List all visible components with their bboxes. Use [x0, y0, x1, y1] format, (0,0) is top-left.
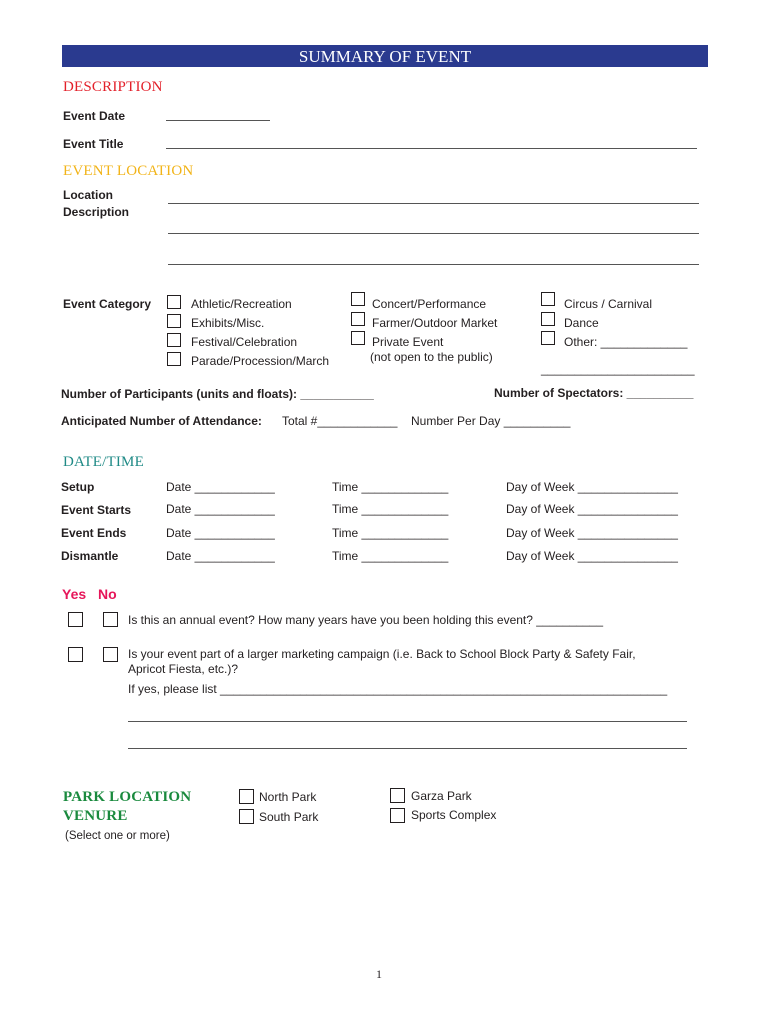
- description-heading: DESCRIPTION: [63, 79, 163, 95]
- setup-date-field[interactable]: Date ____________: [166, 480, 275, 494]
- category-option-other: Other: _____________: [564, 335, 688, 349]
- category-option-dance: Dance: [564, 316, 599, 330]
- campaign-no-checkbox[interactable]: [103, 647, 118, 662]
- event-location-heading: EVENT LOCATION: [63, 163, 194, 179]
- datetime-row-label: Event Starts: [61, 503, 132, 517]
- end-time-field[interactable]: Time _____________: [332, 526, 449, 540]
- event-title-field[interactable]: [166, 148, 697, 149]
- garza-park-label: Garza Park: [411, 789, 472, 803]
- attendance-total-field[interactable]: Total #____________: [282, 414, 398, 428]
- annual-event-question: Is this an annual event? How many years have you been holding this event? __________: [128, 613, 603, 627]
- spectators-label: Number of Spectators: __________: [494, 386, 694, 400]
- setup-time-field[interactable]: Time _____________: [332, 480, 449, 494]
- datetime-row-label: Dismantle: [61, 549, 119, 563]
- category-checkbox-circus[interactable]: [541, 292, 555, 306]
- location-description-field-3[interactable]: [168, 264, 699, 265]
- location-description-label-2: Description: [63, 205, 130, 219]
- dismantle-time-field[interactable]: Time _____________: [332, 549, 449, 563]
- select-note: (Select one or more): [65, 830, 170, 842]
- if-yes-list-field[interactable]: If yes, please list ___________________________________________________________________: [128, 682, 668, 696]
- category-option-festival: Festival/Celebration: [191, 335, 298, 349]
- category-checkbox-concert[interactable]: [351, 292, 365, 306]
- no-column-header: No: [98, 586, 117, 602]
- start-time-field[interactable]: Time _____________: [332, 502, 449, 516]
- park-location-heading: PARK LOCATION: [63, 789, 192, 805]
- category-option-concert: Concert/Performance: [372, 297, 487, 311]
- event-title-label: Event Title: [63, 137, 124, 151]
- north-park-checkbox[interactable]: [239, 789, 254, 804]
- south-park-checkbox[interactable]: [239, 809, 254, 824]
- yes-column-header: Yes: [62, 586, 87, 602]
- event-category-label: Event Category: [63, 297, 152, 311]
- start-day-field[interactable]: Day of Week _______________: [506, 502, 678, 516]
- dismantle-day-field[interactable]: Day of Week _______________: [506, 549, 678, 563]
- category-checkbox-other[interactable]: [541, 331, 555, 345]
- dismantle-date-field[interactable]: Date ____________: [166, 549, 275, 563]
- category-checkbox-athletic[interactable]: [167, 295, 181, 309]
- event-date-label: Event Date: [63, 109, 126, 123]
- campaign-list-line-3[interactable]: [128, 748, 687, 749]
- category-checkbox-exhibits[interactable]: [167, 314, 181, 328]
- sports-complex-checkbox[interactable]: [390, 808, 405, 823]
- location-description-field-1[interactable]: [168, 203, 699, 204]
- datetime-row-label: Event Ends: [61, 526, 127, 540]
- datetime-row-label: Setup: [61, 480, 95, 494]
- campaign-question-line-1: Is your event part of a larger marketing campaign (i.e. Back to School Block Party & Safety Fair,: [128, 647, 636, 661]
- setup-day-field[interactable]: Day of Week _______________: [506, 480, 678, 494]
- form-title-banner: SUMMARY OF EVENT: [62, 45, 708, 67]
- category-checkbox-festival[interactable]: [167, 333, 181, 347]
- date-time-heading: DATE/TIME: [63, 454, 144, 470]
- sports-complex-label: Sports Complex: [411, 808, 497, 822]
- category-option-athletic: Athletic/Recreation: [191, 297, 292, 311]
- category-option-circus: Circus / Carnival: [564, 297, 653, 311]
- page-number: 1: [376, 967, 382, 981]
- garza-park-checkbox[interactable]: [390, 788, 405, 803]
- other-category-field[interactable]: _______________________: [541, 362, 695, 376]
- participants-label: Number of Participants (units and floats): ___________: [61, 387, 374, 401]
- location-description-label-1: Location: [63, 188, 113, 202]
- annual-event-no-checkbox[interactable]: [103, 612, 118, 627]
- category-checkbox-parade[interactable]: [167, 352, 181, 366]
- north-park-label: North Park: [259, 790, 317, 804]
- park-venue-heading: VENURE: [63, 808, 128, 824]
- end-day-field[interactable]: Day of Week _______________: [506, 526, 678, 540]
- start-date-field[interactable]: Date ____________: [166, 502, 275, 516]
- south-park-label: South Park: [259, 810, 319, 824]
- category-option-parade: Parade/Procession/March: [191, 354, 330, 368]
- attendance-label: Anticipated Number of Attendance:: [61, 414, 262, 428]
- category-checkbox-dance[interactable]: [541, 312, 555, 326]
- category-checkbox-private[interactable]: [351, 331, 365, 345]
- category-option-private: Private Event: [372, 335, 444, 349]
- attendance-per-day-field[interactable]: Number Per Day __________: [411, 414, 571, 428]
- private-event-note: (not open to the public): [370, 350, 493, 364]
- category-option-exhibits: Exhibits/Misc.: [191, 316, 265, 330]
- annual-event-yes-checkbox[interactable]: [68, 612, 83, 627]
- category-checkbox-farmer[interactable]: [351, 312, 365, 326]
- location-description-field-2[interactable]: [168, 233, 699, 234]
- category-option-farmer: Farmer/Outdoor Market: [372, 316, 498, 330]
- campaign-list-line-2[interactable]: [128, 721, 687, 722]
- end-date-field[interactable]: Date ____________: [166, 526, 275, 540]
- campaign-question-line-2: Apricot Fiesta, etc.)?: [128, 662, 239, 676]
- event-date-field[interactable]: [166, 120, 270, 121]
- campaign-yes-checkbox[interactable]: [68, 647, 83, 662]
